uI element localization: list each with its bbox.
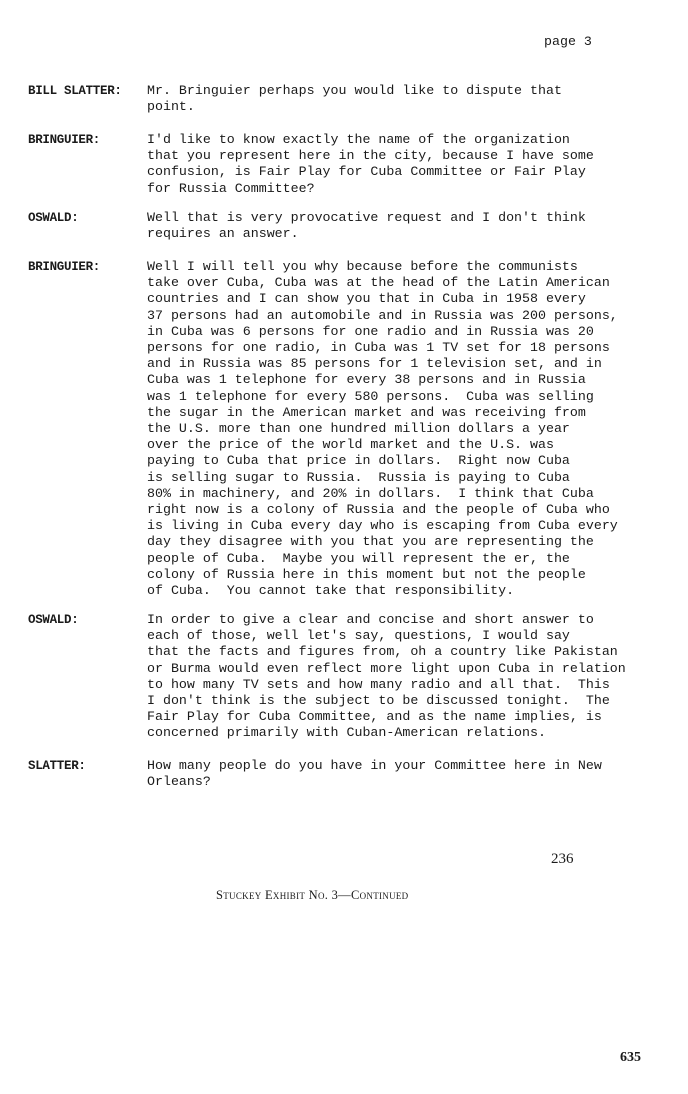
speech-line: of Cuba. You cannot take that responsibility. bbox=[147, 583, 515, 599]
speech-line: is living in Cuba every day who is escaping from Cuba every bbox=[147, 518, 618, 534]
speech-line: over the price of the world market and the U.S. was bbox=[147, 437, 554, 453]
speech-line: In order to give a clear and concise and short answer to bbox=[147, 612, 594, 627]
speech-line: that the facts and figures from, oh a country like Pakistan bbox=[147, 644, 618, 660]
speech-text bbox=[147, 83, 562, 115]
speaker-label: BILL SLATTER: bbox=[28, 84, 122, 98]
speech-line: take over Cuba, Cuba was at the head of the Latin American bbox=[147, 275, 610, 291]
speech-line: Cuba was 1 telephone for every 38 persons and in Russia bbox=[147, 372, 586, 388]
speech-line: confusion, is Fair Play for Cuba Committee or Fair Play bbox=[147, 164, 586, 180]
speech-line: I'd like to know exactly the name of the organization bbox=[147, 132, 570, 147]
speech-line: was 1 telephone for every 580 persons. Cuba was selling bbox=[147, 388, 594, 404]
speech-line: colony of Russia here in this moment but not the people bbox=[147, 566, 586, 582]
speech-line: 37 persons had an automobile and in Russia was 200 persons, bbox=[147, 307, 618, 323]
speech-line: day they disagree with you that you are representing the bbox=[147, 534, 594, 550]
speech-text bbox=[147, 612, 626, 742]
speaker-label: BRINGUIER: bbox=[28, 133, 101, 147]
speech-line: 80% in machinery, and 20% in dollars. I think that Cuba bbox=[147, 485, 594, 501]
speech-text bbox=[147, 210, 586, 242]
page-label: page 3 bbox=[544, 34, 592, 49]
speech-line: to how many TV sets and how many radio and all that. This bbox=[147, 676, 610, 692]
speech-line: I don't think is the subject to be discussed tonight. The bbox=[147, 693, 610, 709]
speech-line: point. bbox=[147, 99, 195, 115]
speech-line: and in Russia was 85 persons for 1 television set, and in bbox=[147, 356, 602, 372]
speaker-label: BRINGUIER: bbox=[28, 260, 101, 274]
speech-line: concerned primarily with Cuban-American relations. bbox=[147, 725, 546, 741]
speech-line: the sugar in the American market and was receiving from bbox=[147, 404, 586, 420]
speech-line: requires an answer. bbox=[147, 226, 299, 242]
speech-line: right now is a colony of Russia and the people of Cuba who bbox=[147, 502, 610, 518]
speech-line: or Burma would even reflect more light upon Cuba in relation bbox=[147, 660, 626, 676]
exhibit-caption: Stuckey Exhibit No. 3—Continued bbox=[216, 888, 409, 902]
speech-text bbox=[147, 132, 594, 197]
speaker-label: OSWALD: bbox=[28, 211, 79, 225]
speech-line: Orleans? bbox=[147, 774, 211, 790]
speech-text bbox=[147, 758, 602, 790]
speaker-label: OSWALD: bbox=[28, 613, 79, 627]
speech-line: countries and I can show you that in Cuba in 1958 every bbox=[147, 291, 586, 307]
speech-line: is selling sugar to Russia. Russia is paying to Cuba bbox=[147, 469, 570, 485]
speaker-label: SLATTER: bbox=[28, 759, 86, 773]
speech-line: Well I will tell you why because before the communists bbox=[147, 259, 578, 274]
speech-line: How many people do you have in your Committee here in New bbox=[147, 758, 602, 773]
speech-text bbox=[147, 259, 618, 599]
speech-line: Mr. Bringuier perhaps you would like to dispute that bbox=[147, 83, 562, 98]
speech-line: that you represent here in the city, because I have some bbox=[147, 148, 594, 164]
speech-line: for Russia Committee? bbox=[147, 180, 315, 196]
speech-line: the U.S. more than one hundred million dollars a year bbox=[147, 421, 570, 437]
speech-line: Well that is very provocative request and I don't think bbox=[147, 210, 586, 225]
speech-line: each of those, well let's say, questions, I would say bbox=[147, 628, 570, 644]
speech-line: people of Cuba. Maybe you will represent the er, the bbox=[147, 550, 570, 566]
volume-page-number: 635 bbox=[620, 1050, 641, 1065]
speech-line: Fair Play for Cuba Committee, and as the name implies, is bbox=[147, 709, 602, 725]
speech-line: paying to Cuba that price in dollars. Right now Cuba bbox=[147, 453, 570, 469]
speech-line: persons for one radio, in Cuba was 1 TV set for 18 persons bbox=[147, 340, 610, 356]
exhibit-page-number: 236 bbox=[551, 851, 574, 867]
speech-line: in Cuba was 6 persons for one radio and in Russia was 20 bbox=[147, 323, 594, 339]
